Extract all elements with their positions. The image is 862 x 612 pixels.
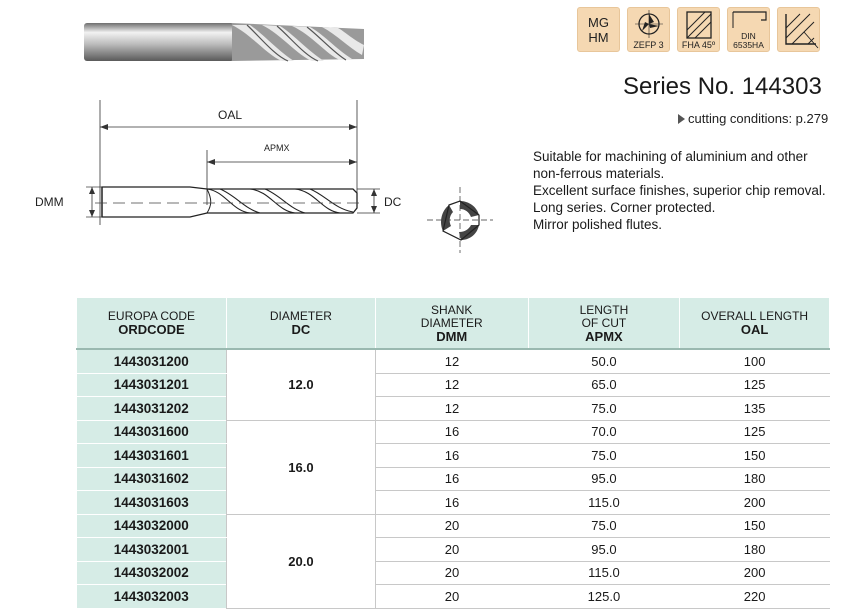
material-mg-hm-icon (577, 7, 620, 52)
ordcode-cell: 1443032000 (77, 514, 227, 538)
dmm-cell: 16 (375, 420, 528, 444)
oal-cell: 180 (680, 467, 830, 491)
col-header-ordcode: EUROPA CODE ORDCODE (77, 298, 227, 349)
dmm-cell: 20 (375, 561, 528, 585)
dmm-cell: 12 (375, 373, 528, 397)
col-header-dmm: SHANK DIAMETER DMM (375, 298, 528, 349)
col-header-apmx: LENGTH OF CUT APMX (528, 298, 680, 349)
cutting-conditions-text: cutting conditions: p.279 (688, 111, 829, 126)
table-row (77, 514, 830, 538)
table-header-row (77, 298, 830, 349)
oal-cell: 220 (680, 585, 830, 609)
col-header-dc: DIAMETER DC (226, 298, 375, 349)
ordcode-cell: 1443031602 (77, 467, 227, 491)
oal-cell: 100 (680, 349, 830, 373)
dc-label: DC (384, 195, 402, 209)
property-badges (577, 7, 820, 53)
oal-cell: 125 (680, 420, 830, 444)
apmx-cell: 75.0 (528, 444, 680, 468)
table-row (77, 397, 830, 421)
dmm-cell: 12 (375, 397, 528, 421)
badge-zefp-caption: ZEFP 3 (633, 40, 664, 50)
diameter-cell: 20.0 (226, 514, 375, 608)
dmm-cell: 20 (375, 538, 528, 562)
apmx-cell: 50.0 (528, 349, 680, 373)
corner-protection-icon (777, 7, 820, 52)
series-title: Series No. 144303 (623, 73, 822, 100)
three-flute-icon (627, 7, 670, 52)
table-row (77, 467, 830, 491)
din-standard-icon (727, 7, 770, 52)
ordcode-cell: 1443031600 (77, 420, 227, 444)
apmx-cell: 75.0 (528, 397, 680, 421)
specification-table (76, 298, 830, 609)
oal-cell: 150 (680, 514, 830, 538)
badge-fha-caption: FHA 45º (681, 40, 716, 50)
description-line: non-ferrous materials. (533, 166, 665, 181)
ordcode-cell: 1443032002 (77, 561, 227, 585)
apmx-cell: 95.0 (528, 467, 680, 491)
oal-cell: 200 (680, 561, 830, 585)
cutting-conditions-link[interactable] (678, 111, 828, 126)
dmm-cell: 20 (375, 514, 528, 538)
dmm-cell: 16 (375, 467, 528, 491)
apmx-cell: 65.0 (528, 373, 680, 397)
apmx-cell: 125.0 (528, 585, 680, 609)
diameter-cell: 12.0 (226, 349, 375, 420)
table-row (77, 561, 830, 585)
oal-cell: 200 (680, 491, 830, 515)
ordcode-cell: 1443031603 (77, 491, 227, 515)
helix-angle-icon (677, 7, 720, 52)
description-line: Excellent surface finishes, superior chip removal. (533, 183, 826, 198)
oal-cell: 135 (680, 397, 830, 421)
ordcode-cell: 1443031202 (77, 397, 227, 421)
diameter-cell: 16.0 (226, 420, 375, 514)
dmm-cell: 12 (375, 349, 528, 373)
ordcode-cell: 1443031201 (77, 373, 227, 397)
table-row (77, 444, 830, 468)
dmm-cell: 16 (375, 491, 528, 515)
apmx-cell: 115.0 (528, 491, 680, 515)
dmm-cell: 16 (375, 444, 528, 468)
description-line: Mirror polished flutes. (533, 217, 663, 232)
apmx-cell: 115.0 (528, 561, 680, 585)
dmm-label: DMM (35, 195, 64, 209)
triangle-right-icon (678, 114, 685, 124)
description-line: Suitable for machining of aluminium and other (533, 149, 808, 164)
badge-mg-text: MG (588, 15, 609, 30)
apmx-cell: 95.0 (528, 538, 680, 562)
ordcode-cell: 1443031601 (77, 444, 227, 468)
table-row (77, 585, 830, 609)
oal-label: OAL (218, 108, 243, 122)
dmm-cell: 20 (375, 585, 528, 609)
badge-din-caption: DIN 6535HA (733, 31, 764, 50)
oal-cell: 180 (680, 538, 830, 562)
apmx-cell: 75.0 (528, 514, 680, 538)
badge-hm-text: HM (588, 30, 609, 45)
table-row (77, 349, 830, 373)
product-description (533, 148, 826, 233)
apmx-cell: 70.0 (528, 420, 680, 444)
end-mill-photo (82, 15, 367, 67)
table-row (77, 420, 830, 444)
table-row (77, 538, 830, 562)
cross-section-view (425, 185, 495, 255)
apmx-label: APMX (264, 143, 290, 153)
ordcode-cell: 1443032001 (77, 538, 227, 562)
ordcode-cell: 1443032003 (77, 585, 227, 609)
oal-cell: 125 (680, 373, 830, 397)
table-row (77, 491, 830, 515)
oal-cell: 150 (680, 444, 830, 468)
description-line: Long series. Corner protected. (533, 200, 716, 215)
ordcode-cell: 1443031200 (77, 349, 227, 373)
col-header-oal: OVERALL LENGTH OAL (680, 298, 830, 349)
table-row (77, 373, 830, 397)
